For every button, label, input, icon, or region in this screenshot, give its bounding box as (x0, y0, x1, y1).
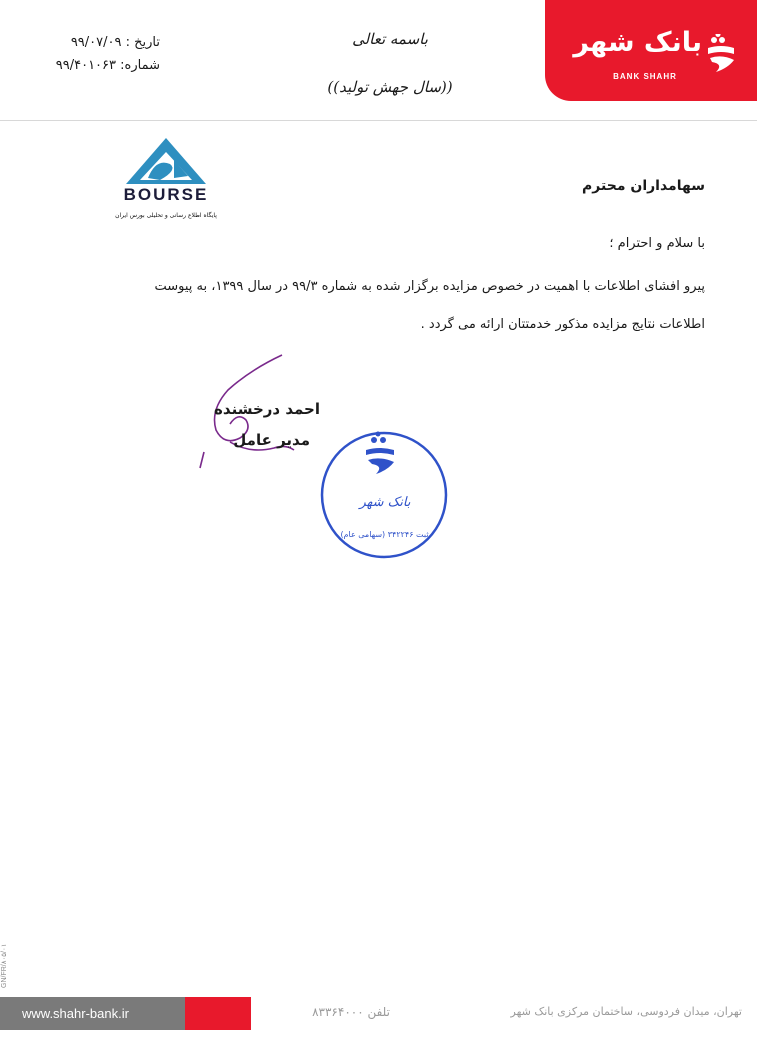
letter-number: شماره: ۹۹/۴۰۱۰۶۳ (55, 58, 160, 73)
bourse-logo-tagline: پایگاه اطلاع رسانی و تحلیلی بورس ایران (115, 212, 217, 219)
footer-address: تهران، میدان فردوسی، ساختمان مرکزی بانک شهر (510, 1005, 742, 1018)
stamp-bank-name: بانک شهر (359, 495, 411, 510)
year-slogan: ((سال جهش تولید)) (327, 78, 453, 96)
bourse-logo-word: BOURSE (123, 185, 209, 204)
greeting: با سلام و احترام ؛ (609, 236, 705, 251)
stamp-registration: ثبت ۳۴۲۲۴۶ (سهامی عام) (340, 530, 429, 539)
form-code: GN/FR/۸۰۵/۰۱ (1, 943, 8, 988)
footer-phone: تلفن ۸۳۳۶۴۰۰۰ (312, 1005, 390, 1019)
footer-accent-band (185, 997, 251, 1030)
salutation: سهامداران محترم (582, 178, 705, 194)
bank-shahr-logo-icon (704, 34, 738, 74)
footer-website: www.shahr-bank.ir (22, 1006, 129, 1021)
signer-name: احمد درخشنده (214, 400, 320, 418)
body-paragraph-1: پیرو افشای اطلاعات با اهمیت در خصوص مزایده برگزار شده به شماره ۹۹/۳ در سال ۱۳۹۹، به پیوست (154, 279, 705, 294)
body-paragraph-2: اطلاعات نتایج مزایده مذکور خدمتتان ارائه می گردد . (420, 317, 705, 332)
invocation-text: باسمه تعالی (352, 30, 428, 48)
signer-title: مدیر عامل (233, 431, 310, 449)
brand-name: بانک شهر (573, 27, 702, 58)
brand-name-en: BANK SHAHR (613, 72, 677, 81)
letter-meta (20, 31, 160, 77)
letter-date: تاریخ : ۹۹/۰۷/۰۹ (70, 35, 160, 50)
